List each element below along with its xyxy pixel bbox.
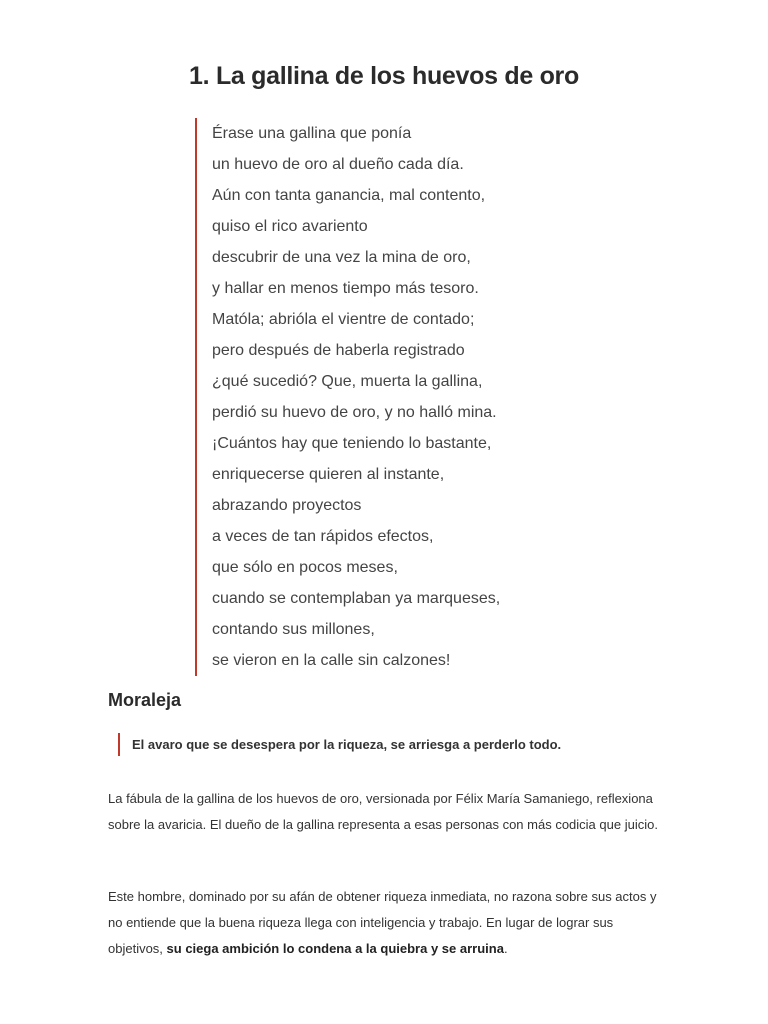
moral-heading: Moraleja: [108, 690, 182, 710]
poem-line: pero después de haberla registrado: [212, 342, 465, 359]
paragraph-analysis: La fábula de la gallina de los huevos de oro, versionada por Félix María Samaniego, reflexiona sobre la avaricia. El dueño de la gallina representa a esas personas con más codicia que juicio.: [108, 791, 658, 832]
poem-line: ¿qué sucedió? Que, muerta la gallina,: [212, 373, 483, 390]
paragraph-text: Este hombre, dominado por su afán de obtener riqueza inmediata, no razona sobre sus actos y no entiende que la buena riqueza llega con inteligencia y trabajo. En lugar de lograr sus objetivos,: [108, 889, 657, 956]
paragraph-conclusion: [108, 884, 668, 962]
poem-line: Matóla; abrióla el vientre de contado;: [212, 311, 475, 328]
paragraph-text-end: .: [503, 941, 508, 956]
poem-line: abrazando proyectos: [212, 497, 362, 514]
poem-line: ¡Cuántos hay que teniendo lo bastante,: [212, 435, 492, 452]
poem-line: un huevo de oro al dueño cada día.: [212, 156, 464, 173]
poem-line: cuando se contemplaban ya marqueses,: [212, 590, 501, 607]
poem-line: Aún con tanta ganancia, mal contento,: [212, 187, 486, 204]
poem-line: y hallar en menos tiempo más tesoro.: [212, 280, 479, 297]
poem-line: enriquecerse quieren al instante,: [212, 466, 445, 483]
poem-line: quiso el rico avariento: [212, 218, 368, 235]
poem-line: a veces de tan rápidos efectos,: [212, 528, 434, 545]
poem-line: descubrir de una vez la mina de oro,: [212, 249, 471, 266]
poem-line: perdió su huevo de oro, y no halló mina.: [212, 404, 497, 421]
paragraph-emphasis: su ciega ambición lo condena a la quiebra y se arruina: [166, 941, 504, 956]
poem-line: contando sus millones,: [212, 621, 375, 638]
poem-blockquote: [195, 118, 592, 676]
poem-line: se vieron en la calle sin calzones!: [212, 652, 451, 669]
page-title: 1. La gallina de los huevos de oro: [189, 62, 579, 90]
poem-line: Érase una gallina que ponía: [212, 125, 412, 142]
poem-line: que sólo en pocos meses,: [212, 559, 398, 576]
moral-quote: El avaro que se desespera por la riqueza, se arriesga a perderlo todo.: [118, 733, 561, 756]
